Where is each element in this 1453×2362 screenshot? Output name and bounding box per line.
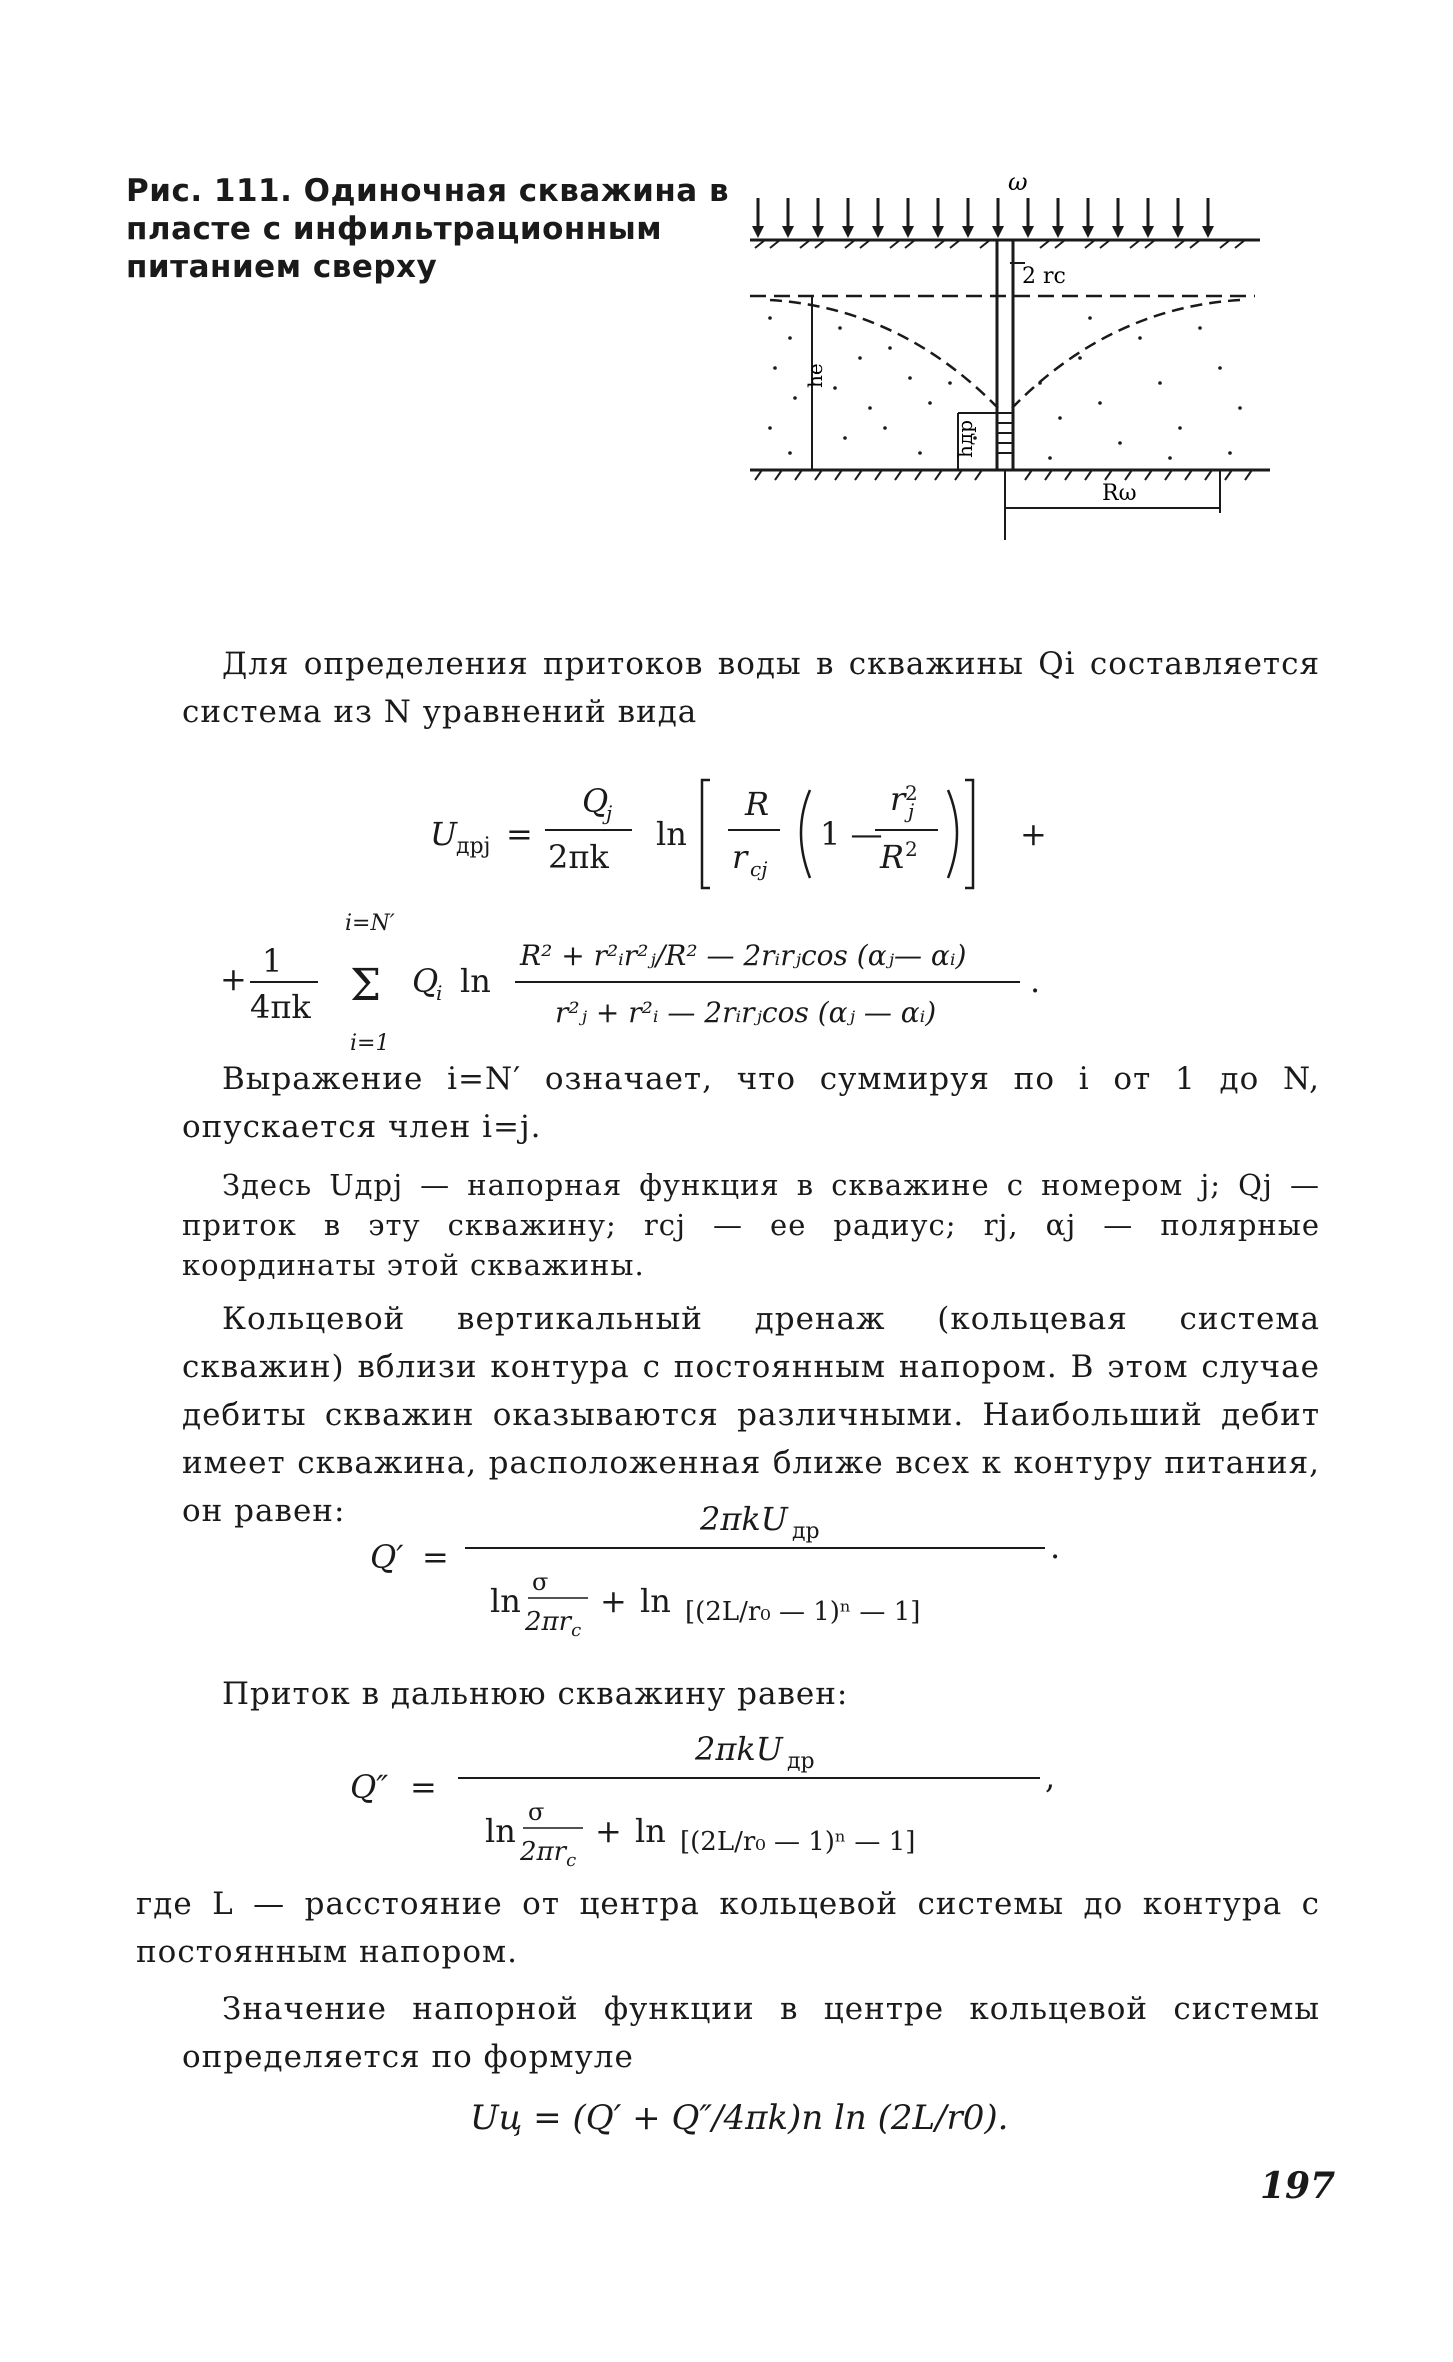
- paragraph-2: [182, 1055, 1320, 1151]
- svg-text:др: др: [787, 1749, 815, 1774]
- svg-text:+: +: [595, 1812, 622, 1850]
- svg-text:Q′: Q′: [370, 1538, 404, 1576]
- paragraph-2-text: Выражение i=N′ означает, что суммируя по i от 1 до N, опускается член i=j.: [182, 1061, 1320, 1145]
- svg-text:=: =: [422, 1538, 449, 1576]
- svg-text:ln: ln: [460, 962, 491, 1000]
- svg-text:+: +: [220, 960, 247, 998]
- svg-text:=: =: [410, 1768, 437, 1806]
- equation-4: Uц = (Q′ + Q″/4πk)n ln (2L/r0).: [470, 2098, 1009, 2138]
- svg-text:.: .: [1030, 962, 1041, 1000]
- infiltration-arrows: [758, 198, 1208, 230]
- svg-text:R: R: [880, 838, 905, 876]
- svg-text:2πkU: 2πkU: [700, 1500, 788, 1538]
- paragraph-4-text: Кольцевой вертикальный дренаж (кольцевая система скважин) вблизи контура с постоянным напором. В этом случае дебиты скважин оказываются различными. Наибольший дебит имеет скважина, расположенная ближе всех к контуру питания, он равен:: [182, 1301, 1320, 1529]
- paragraph-3-text: Здесь Uдрj — напорная функция в скважине с номером j; Qj — приток в эту скважину; rcj — ее радиус; rj, αj — полярные координаты этой скважины.: [182, 1168, 1320, 1282]
- svg-text:i: i: [436, 981, 443, 1005]
- svg-text:σ: σ: [532, 1568, 549, 1596]
- svg-text:σ: σ: [528, 1798, 545, 1826]
- svg-text:U: U: [430, 815, 457, 853]
- svg-text:ln: ln: [485, 1812, 516, 1850]
- svg-text:Σ: Σ: [350, 960, 382, 1011]
- svg-text:i=N′: i=N′: [345, 911, 395, 936]
- equation-1: [200, 760, 1320, 1060]
- svg-text:i=1: i=1: [350, 1031, 390, 1056]
- page-number: 197: [1260, 2165, 1336, 2207]
- paragraph-5-text: Приток в дальнюю скважину равен:: [222, 1676, 849, 1712]
- rc-label: 2 rc: [1022, 264, 1066, 289]
- svg-text:[(2L/r₀ — 1)ⁿ — 1]: [(2L/r₀ — 1)ⁿ — 1]: [685, 1597, 921, 1627]
- svg-text:1 —: 1 —: [820, 815, 883, 853]
- svg-text:R: R: [745, 785, 770, 823]
- svg-text:дрj: дрj: [456, 834, 491, 859]
- svg-text:2: 2: [905, 781, 918, 805]
- figure-caption: Рис. 111. Одиночная скважина в пласте с инфильтрационным питанием сверху: [126, 173, 730, 285]
- svg-text:,: ,: [1045, 1758, 1056, 1796]
- svg-text:2πkU: 2πkU: [695, 1730, 783, 1768]
- svg-text:j: j: [606, 801, 613, 825]
- svg-text:r²ⱼ + r²ᵢ — 2rᵢrⱼcos (αⱼ — αᵢ): r²ⱼ + r²ᵢ — 2rᵢrⱼcos (αⱼ — αᵢ): [555, 996, 937, 1029]
- svg-text:.: .: [1050, 1528, 1061, 1566]
- svg-text:=: =: [506, 815, 533, 853]
- well-diagram: [750, 168, 1310, 540]
- svg-text:R² + r²ᵢr²ⱼ/R² — 2rᵢrⱼcos (αⱼ—: R² + r²ᵢr²ⱼ/R² — 2rᵢrⱼcos (αⱼ— αᵢ): [520, 939, 967, 972]
- paragraph-5: [182, 1670, 1320, 1718]
- svg-text:Q: Q: [582, 782, 609, 820]
- svg-text:cj: cj: [750, 857, 768, 881]
- svg-text:ln: ln: [656, 815, 687, 853]
- svg-text:2: 2: [905, 837, 918, 861]
- paragraph-7-text: Значение напорной функции в центре кольцевой системы определяется по формуле: [182, 1991, 1320, 2075]
- paragraph-7: [182, 1985, 1320, 2081]
- svg-text:Q: Q: [412, 962, 439, 1000]
- svg-text:j: j: [908, 799, 915, 823]
- svg-text:др: др: [792, 1519, 820, 1544]
- paragraph-1-text: Для определения притоков воды в скважины Qi составляется система из N уравнений вида: [182, 646, 1320, 730]
- svg-text:2πk: 2πk: [548, 838, 609, 876]
- svg-text:+: +: [600, 1582, 627, 1620]
- hdr-label: hдр: [953, 420, 977, 458]
- paragraph-1: [182, 640, 1320, 736]
- paragraph-6: [136, 1880, 1320, 1976]
- svg-text:r: r: [732, 838, 748, 876]
- svg-text:ln: ln: [640, 1582, 671, 1620]
- svg-text:+: +: [1020, 815, 1047, 853]
- radius-label: Rω: [1102, 481, 1137, 506]
- svg-text:r: r: [890, 780, 906, 818]
- svg-text:ln: ln: [635, 1812, 666, 1850]
- svg-text:[(2L/r₀ — 1)ⁿ — 1]: [(2L/r₀ — 1)ⁿ — 1]: [680, 1827, 916, 1857]
- svg-text:1: 1: [262, 942, 283, 980]
- equation-3: [340, 1720, 1080, 1890]
- omega-label: ω: [1008, 168, 1028, 196]
- svg-text:ln: ln: [490, 1582, 521, 1620]
- svg-text:2πrc: $2\pi r_c$: [525, 1607, 582, 1641]
- equation-2: [360, 1490, 1080, 1670]
- svg-text:Q″: Q″: [350, 1768, 389, 1806]
- paragraph-6-text: где L — расстояние от центра кольцевой системы до контура с постоянным напором.: [136, 1886, 1320, 1970]
- svg-text:2πrc: $2\pi r_c$: [520, 1837, 577, 1871]
- paragraph-3: [182, 1165, 1320, 1285]
- he-label: he: [803, 363, 827, 388]
- svg-text:4πk: 4πk: [250, 988, 311, 1026]
